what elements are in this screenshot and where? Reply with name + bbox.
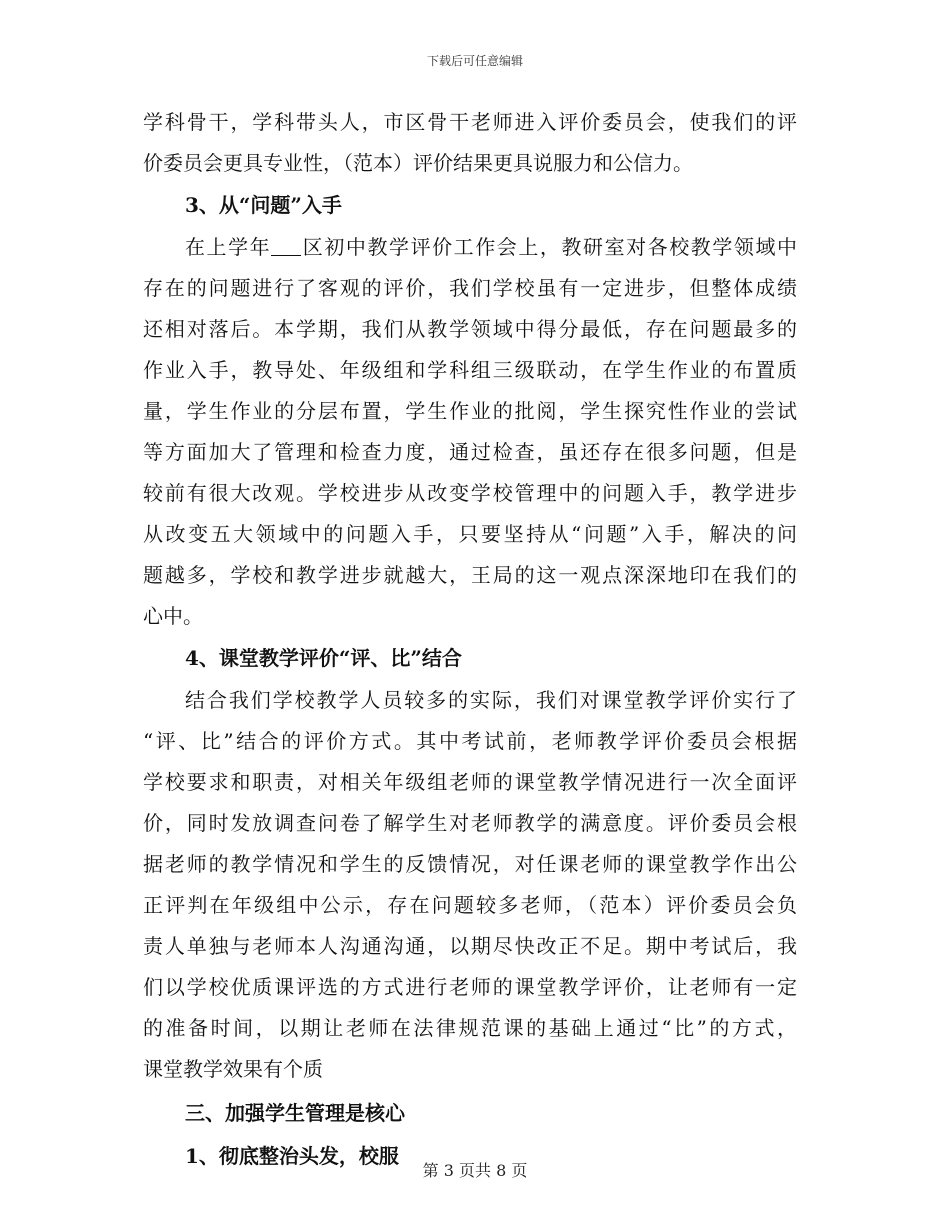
blank-underline [271, 237, 301, 256]
body-line: “评、比”结合的评价方式。其中考试前，老师教学评价委员会根据 [143, 729, 797, 753]
body-line [143, 227, 797, 268]
body-line: 存在的问题进行了客观的评价，我们学校虽有一定进步，但整体成绩 [143, 276, 797, 300]
body-line: 等方面加大了管理和检查力度，通过检查，虽还存在很多问题，但是 [143, 440, 797, 464]
section-heading: 三、加强学生管理是核心 [185, 1101, 405, 1125]
page-footer: 第 3 页共 8 页 [422, 1161, 528, 1180]
body-line: 学科骨干，学科带头人，市区骨干老师进入评价委员会，使我们的评 [143, 110, 797, 134]
body-line: 还相对落后。本学期，我们从教学领域中得分最低，存在问题最多的 [143, 317, 797, 341]
body-line: 价委员会更具专业性，（范本）评价结果更具说服力和公信力。 [143, 151, 693, 175]
document-body [143, 102, 797, 1178]
page-header: 下载后可任意编辑 [426, 54, 523, 68]
body-line: 题越多，学校和教学进步就越大，王局的这一观点深深地印在我们的 [143, 563, 797, 587]
subsection-heading: 1、彻底整治头发，校服 [185, 1144, 399, 1168]
body-line: 据老师的教学情况和学生的反馈情况，对任课老师的课堂教学作出公 [143, 852, 797, 876]
body-line: 较前有很大改观。学校进步从改变学校管理中的问题入手，教学进步 [143, 481, 797, 505]
body-line: 从改变五大领域中的问题入手，只要坚持从“问题”入手，解决的问 [143, 522, 797, 546]
body-line: 结合我们学校教学人员较多的实际，我们对课堂教学评价实行了 [185, 688, 797, 712]
body-line: 作业入手，教导处、年级组和学科组三级联动，在学生作业的布置质 [143, 358, 797, 382]
body-line: 们以学校优质课评选的方式进行老师的课堂教学评价，让老师有一定 [143, 975, 797, 999]
body-text: 区初中教学评价工作会上，教研室对各校教学领域中 [301, 235, 798, 259]
body-line: 心中。 [143, 604, 203, 628]
body-line: 正评判在年级组中公示，存在问题较多老师，（范本）评价委员会负 [143, 893, 797, 917]
body-text: 在上学年 [185, 235, 272, 259]
section-heading: 4、课堂教学评价“评、比”结合 [185, 646, 462, 670]
section-heading: 3、从“问题”入手 [185, 193, 342, 217]
body-line: 量，学生作业的分层布置，学生作业的批阅，学生探究性作业的尝试 [143, 399, 797, 423]
body-line: 责人单独与老师本人沟通沟通，以期尽快改正不足。期中考试后，我 [143, 934, 797, 958]
body-line: 学校要求和职责，对相关年级组老师的课堂教学情况进行一次全面评 [143, 770, 797, 794]
body-line: 的准备时间，以期让老师在法律规范课的基础上通过“比”的方式， [143, 1016, 797, 1040]
body-line: 课堂教学效果有个质 [143, 1057, 323, 1081]
body-line: 价，同时发放调查问卷了解学生对老师教学的满意度。评价委员会根 [143, 811, 797, 835]
